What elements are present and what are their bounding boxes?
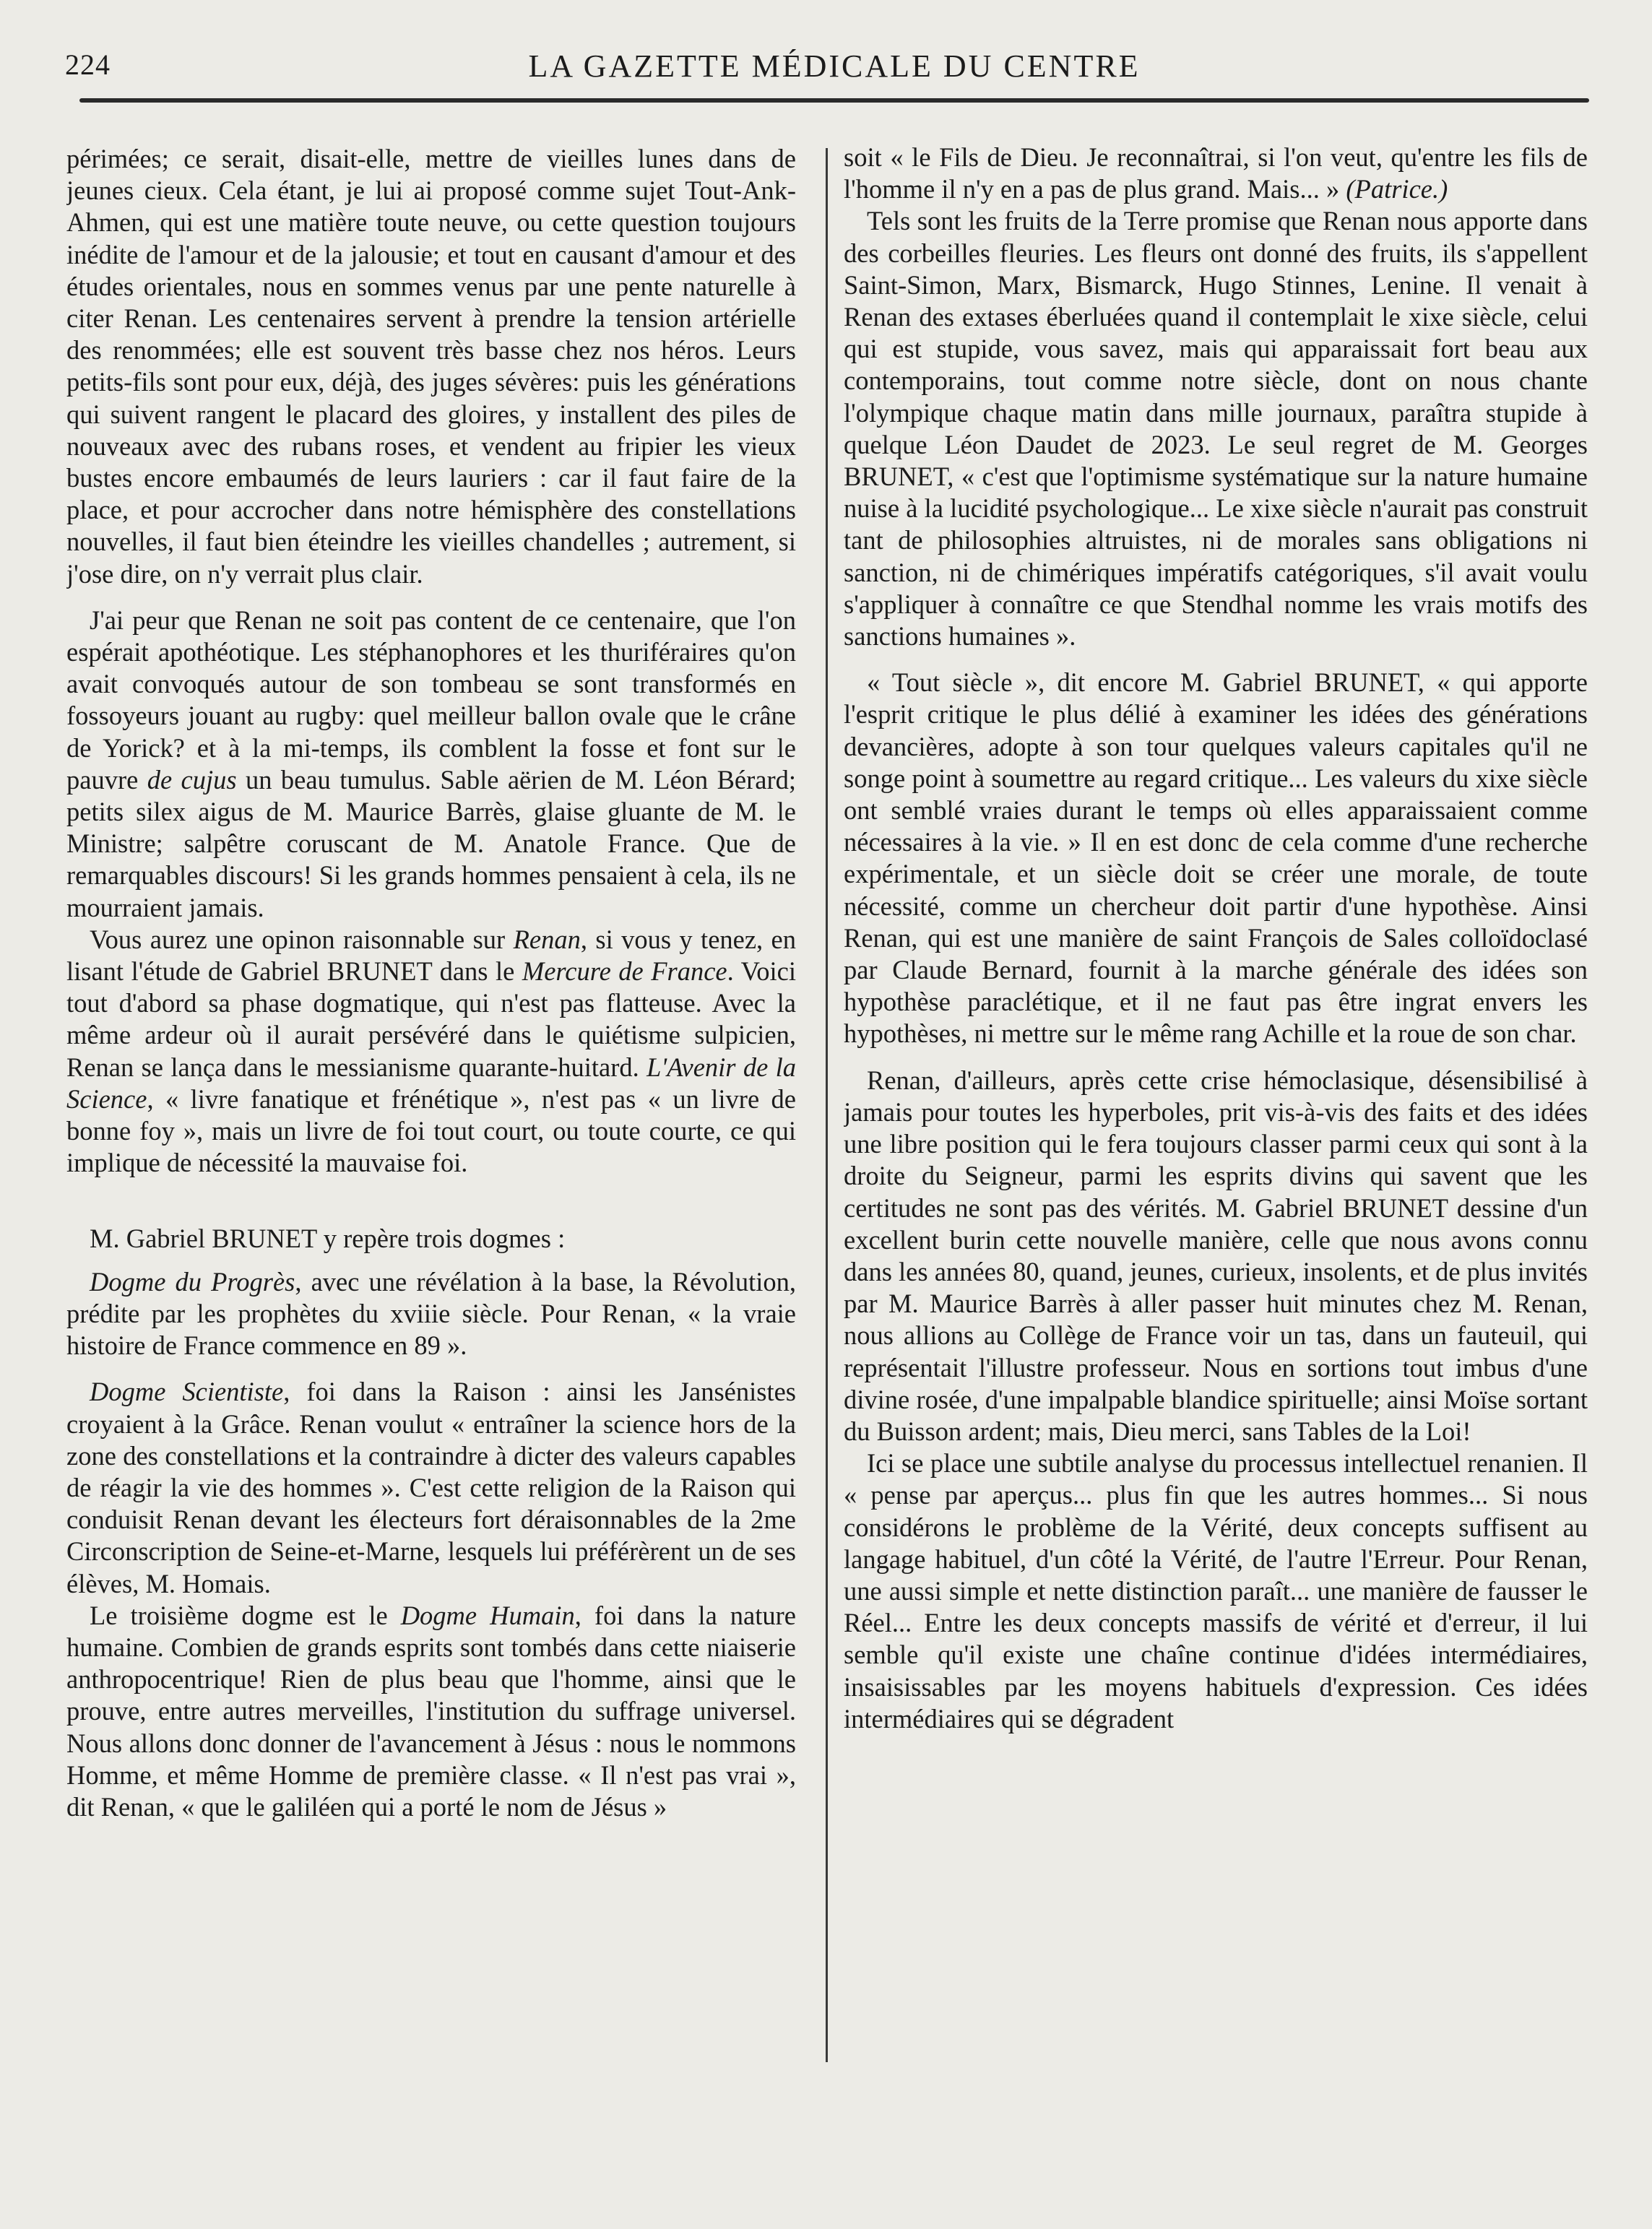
paragraph: Dogme Scientiste, foi dans la Raison : ainsi les Jansénistes croyaient à la Grâce. Renan voulut « entraîner la science hors de la zone des constellations et la contraindre à dicter des valeurs capables de réagir la vie des hommes ». C'est cette religion de la Raison qui conduisit Renan devant les électeurs fort déraisonnables de la 2me Circonscription de Seine-et-Marne, lesquels lui préférèrent un de ses élèves, M. Homais. bbox=[66, 1377, 796, 1598]
left-column bbox=[66, 143, 796, 2079]
section-heading: M. Gabriel BRUNET y repère trois dogmes : bbox=[90, 1223, 566, 1253]
paragraph: Tels sont les fruits de la Terre promise que Renan nous apporte dans des corbeilles fleuries. Les fleurs ont donné des fruits, ils s'appellent Saint-Simon, Marx, Bismarck, Hugo Stinnes, Lenine. Il venait à Renan des extases éberluées quand il contemplait le xixe siècle, celui qui est stupide, vous savez, mais qui apparaissait fort beau aux contemporains, tout comme notre siècle, dont on nous chante l'olympique chaque matin dans mille journaux, paraîtra stupide à quelque Léon Daudet de 2023. Le seul regret de M. Georges BRUNET, « c'est que l'optimisme systématique sur la nature humaine nuise à la lucidité psychologique... Le xixe siècle n'aurait pas construit tant de philosophies altruistes, ni de morales sans obligations ni sanction, ni de chimériques impératifs catégoriques, s'il avait voulu s'appliquer à connaître ce que Stendhal nomme les vrais motifs des sanctions humaines ». bbox=[844, 206, 1588, 652]
paragraph: Ici se place une subtile analyse du processus intellectuel renanien. Il « pense par aperçus... plus fin que les autres hommes... Si nous considérons le problème de la Vérité, deux concepts suffisent au langage habituel, d'un côté la Vérité, de l'autre l'Erreur. Pour Renan, une aussi simple et nette distinction paraît... une manière de fausser le Réel... Entre les deux concepts massifs de vérité et d'erreur, il lui semble qu'il existe une chaîne continue d'idées intermédiaires, insaisissables par les moyens habituels d'expression. Ces idées intermédiaires qui se dégradent bbox=[844, 1448, 1588, 1734]
page-header bbox=[65, 42, 1604, 92]
running-title: LA GAZETTE MÉDICALE DU CENTRE bbox=[528, 48, 1141, 84]
paragraph: Dogme du Progrès, avec une révélation à la base, la Révolution, prédite par les prophètes du xviiie siècle. Pour Renan, « la vraie histoire de France commence en 89 ». bbox=[66, 1266, 796, 1361]
paragraph: Le troisième dogme est le Dogme Humain, foi dans la nature humaine. Combien de grands esprits sont tombés dans cette niaiserie anthropocentrique! Rien de plus beau que l'homme, ainsi que le prouve, entre autres merveilles, l'institution du suffrage universel. Nous allons donc donner de l'avancement à Jésus : nous le nommons Homme, et même Homme de première classe. « Il n'est pas vrai », dit Renan, « que le galiléen qui a porté le nom de Jésus » bbox=[66, 1600, 796, 1822]
page-number: 224 bbox=[65, 48, 111, 81]
paragraph: soit « le Fils de Dieu. Je reconnaîtrai, si l'on veut, qu'entre les fils de l'homme il n'y en a pas de plus grand. Mais... » (Patrice.) bbox=[844, 142, 1588, 204]
paragraph: Vous aurez une opinon raisonnable sur Renan, si vous y tenez, en lisant l'étude de Gabriel BRUNET dans le Mercure de France. Voici tout d'abord sa phase dogmatique, qui n'est pas flatteuse. Avec la même ardeur où il aurait persévéré dans le quiétisme sulpicien, Renan se lança dans le messianisme quarante-huitard. L'Avenir de la Science, « livre fanatique et frénétique », n'est pas « un livre de bonne foy », mais un livre de foi tout court, ou toute courte, ce qui implique de nécessité la mauvaise foi. bbox=[66, 924, 796, 1178]
paragraph: J'ai peur que Renan ne soit pas content de ce centenaire, que l'on espérait apothéotique. Les stéphanophores et les thuriféraires qu'on avait convoqués autour de son tombeau se sont transformés en fossoyeurs jouant au rugby: quel meilleur ballon ovale que le crâne de Yorick? et à la mi-temps, ils comblent la fosse et font sur le pauvre de cujus un beau tumulus. Sable aërien de M. Léon Bérard; petits silex aigus de M. Maurice Barrès, glaise gluante de M. le Ministre; salpêtre coruscant de M. Anatole France. Que de remarquables discours! Si les grands hommes pensaient à cela, ils ne mourraient jamais. bbox=[66, 605, 796, 922]
paragraph: périmées; ce serait, disait-elle, mettre de vieilles lunes dans de jeunes cieux. Cela étant, je lui ai proposé comme sujet Tout-Ank-Ahmen, qui est une matière toute neuve, ou cette question toujours inédite de l'amour et de la jalousie; et tout en causant d'amour et des études orientales, nous en sommes venus par une pente naturelle à citer Renan. Les centenaires servent à prendre la tension artérielle des renommées; elle est souvent très basse chez nos héros. Leurs petits-fils sont pour eux, déjà, des juges sévères: puis les générations qui suivent rangent le placard des gloires, y installent des piles de nouveaux avec des rubans roses, et vendent au fripier les vieux bustes encore embaumés de leurs lauriers : car il faut faire de la place, et pour accrocher dans notre hémisphère des constellations nouvelles, il faut bien éteindre les vieilles chandelles ; autrement, si j'ose dire, on n'y verrait plus clair. bbox=[66, 144, 796, 589]
paragraph: Renan, d'ailleurs, après cette crise hémoclasique, désensibilisé à jamais pour toutes les hyperboles, prit vis-à-vis des faits et des idées une libre position qui le fera toujours classer parmi ceux qui sont à la droite du Seigneur, parmi les esprits divins qui savent que les certitudes ne sont pas des vérités. M. Gabriel BRUNET dessine d'un excellent burin cette nouvelle manière, celle que nous avons connu dans les années 80, quand, jeunes, curieux, insolents, et de plus invités par M. Maurice Barrès à aller passer huit minutes chez M. Renan, nous allions au Collège de France voir un tas, dans un fauteuil, qui représentait l'illustre professeur. Nous en sortions tout imbus d'une divine rosée, d'une impalpable blandice spirituelle; ainsi Moïse sortant du Buisson ardent; mais, Dieu merci, sans Tables de la Loi! bbox=[844, 1065, 1588, 1446]
right-column bbox=[844, 142, 1588, 2077]
header-rule bbox=[79, 98, 1589, 103]
paragraph: « Tout siècle », dit encore M. Gabriel BRUNET, « qui apporte l'esprit critique le plus délié à examiner les idées des générations devancières, adopte à son tour quelques valeurs capitales qu'il ne songe point à soumettre au regard critique... Les valeurs du xixe siècle ont semblé vraies durant le temps où elles apparaissaient comme nécessaires à la vie. » Il en est donc de cela comme d'une recherche expérimentale, et un siècle doit se créer une morale, de toute nécessité, comme un chercheur doit partir d'une hypothèse. Ainsi Renan, qui est une manière de saint François de Sales colloïdoclasé par Claude Bernard, fournit à la marche générale des idées son hypothèse paraclétique, et il ne faut pas être ingrat envers les hypothèses, ni mettre sur le même rang Achille et la roue de son char. bbox=[844, 667, 1588, 1049]
column-divider bbox=[826, 148, 828, 2062]
